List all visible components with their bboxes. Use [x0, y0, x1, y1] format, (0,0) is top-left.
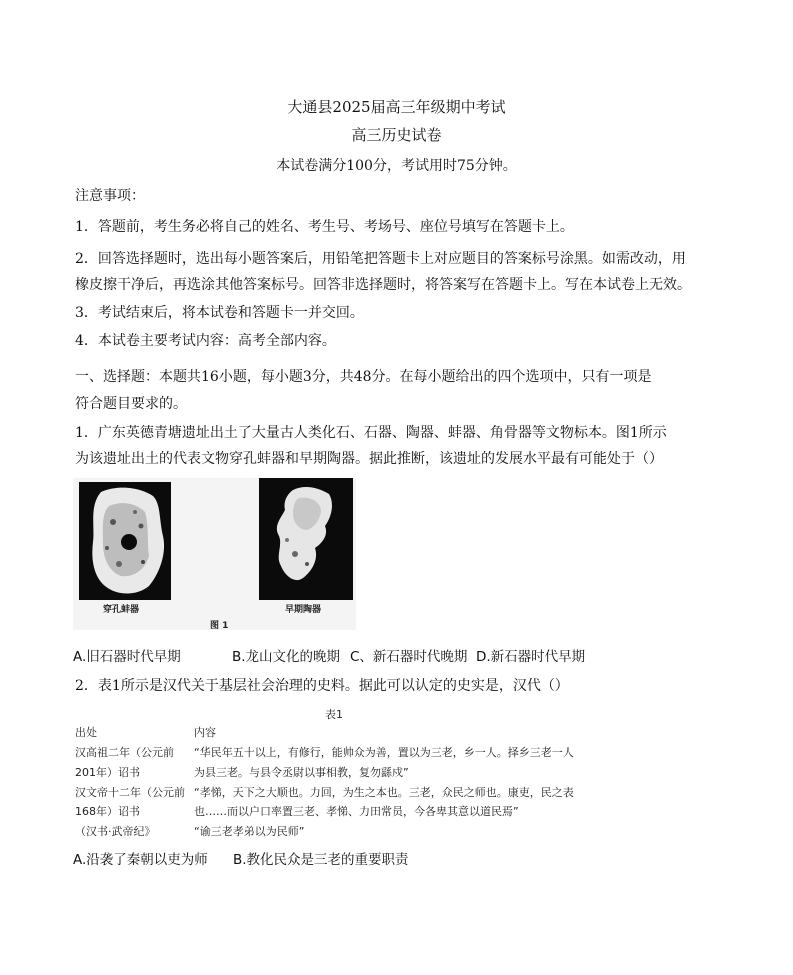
row-1-source-line-2: 201年）诏书: [75, 766, 140, 779]
exam-info: 本试卷满分100分，考试用时75分钟。: [276, 158, 517, 174]
subject-title: 高三历史试卷: [351, 126, 442, 144]
q1-stem-line-1: 1．广东英德青塘遗址出土了大量古人类化石、石器、陶器、蚌器、角骨器等文物标本。图1所示: [75, 425, 667, 441]
row-3-content-line-1: “谕三老孝弟以为民师”: [194, 825, 305, 838]
q1-option-c[interactable]: C、新石器时代晚期: [350, 649, 468, 665]
q1-option-a[interactable]: A.旧石器时代早期: [73, 649, 181, 665]
row-1-content-line-2: 为县三老。与县令丞尉以事相教，复勿繇戍”: [194, 766, 409, 779]
note-item-4: 4．本试卷主要考试内容：高考全部内容。: [75, 333, 336, 349]
exam-title: 大通县2025届高三年级期中考试: [287, 98, 506, 116]
row-2-source-line-1: 汉文帝十二年（公元前: [75, 786, 185, 799]
note-item-2-line-1: 2．回答选择题时，选出每小题答案后，用铅笔把答题卡上对应题目的答案标号涂黑。如需改动，用: [75, 251, 686, 267]
perforated-shell-photo: [79, 482, 171, 600]
row-2-content-line-1: “孝悌，天下之大顺也。力回，为生之本也。三老，众民之师也。康吏，民之表: [194, 786, 574, 799]
q2-option-a[interactable]: A.沿袭了秦朝以吏为师: [73, 852, 208, 868]
table-header-source: 出处: [75, 726, 97, 739]
row-1-content-line-1: “华民年五十以上，有修行，能帅众为善，置以为三老，乡一人。择乡三老一人: [194, 746, 574, 759]
notes-heading: 注意事项：: [75, 188, 145, 204]
table-title: 表1: [325, 708, 343, 721]
note-item-2-line-2: 橡皮擦干净后，再选涂其他答案标号。回答非选择题时，将答案写在答题卡上。写在本试卷上无效。: [75, 277, 691, 293]
figure-label-pottery: 早期陶器: [285, 605, 322, 615]
perforated-shell-image: [79, 482, 171, 600]
table-header-content: 内容: [194, 726, 216, 739]
row-2-content-line-2: 也……而以户口率置三老、孝悌、力田常员，今各卑其意以道民焉”: [194, 805, 519, 818]
figure-caption: 图 1: [210, 621, 229, 631]
section-heading-line-2: 符合题目要求的。: [75, 396, 187, 412]
early-pottery-image: [259, 478, 353, 600]
q2-stem: 2．表1所示是汉代关于基层社会治理的史料。据此可以认定的史实是，汉代（）: [75, 678, 569, 694]
q1-stem-line-2: 为该遗址出土的代表文物穿孔蚌器和早期陶器。据此推断，该遗址的发展水平最有可能处于（）: [75, 451, 663, 467]
q1-figure: [73, 478, 356, 630]
figure-label-shell: 穿孔蚌器: [103, 605, 140, 615]
row-1-source-line-1: 汉高祖二年（公元前: [75, 746, 174, 759]
q1-option-b[interactable]: B.龙山文化的晚期: [232, 649, 341, 665]
q1-option-d[interactable]: D.新石器时代早期: [476, 649, 586, 665]
row-2-source-line-2: 168年）诏书: [75, 805, 140, 818]
note-item-1: 1．答题前，考生务必将自己的姓名、考生号、考场号、座位号填写在答题卡上。: [75, 219, 574, 235]
row-3-source-line-1: （汉书·武帝纪》: [75, 825, 156, 838]
section-heading-line-1: 一、选择题：本题共16小题，每小题3分，共48分。在每小题给出的四个选项中，只有一项是: [75, 369, 652, 385]
note-item-3: 3．考试结束后，将本试卷和答题卡一并交回。: [75, 305, 364, 321]
early-pottery-photo: [259, 478, 353, 600]
q2-option-b[interactable]: B.教化民众是三老的重要职责: [233, 852, 409, 868]
